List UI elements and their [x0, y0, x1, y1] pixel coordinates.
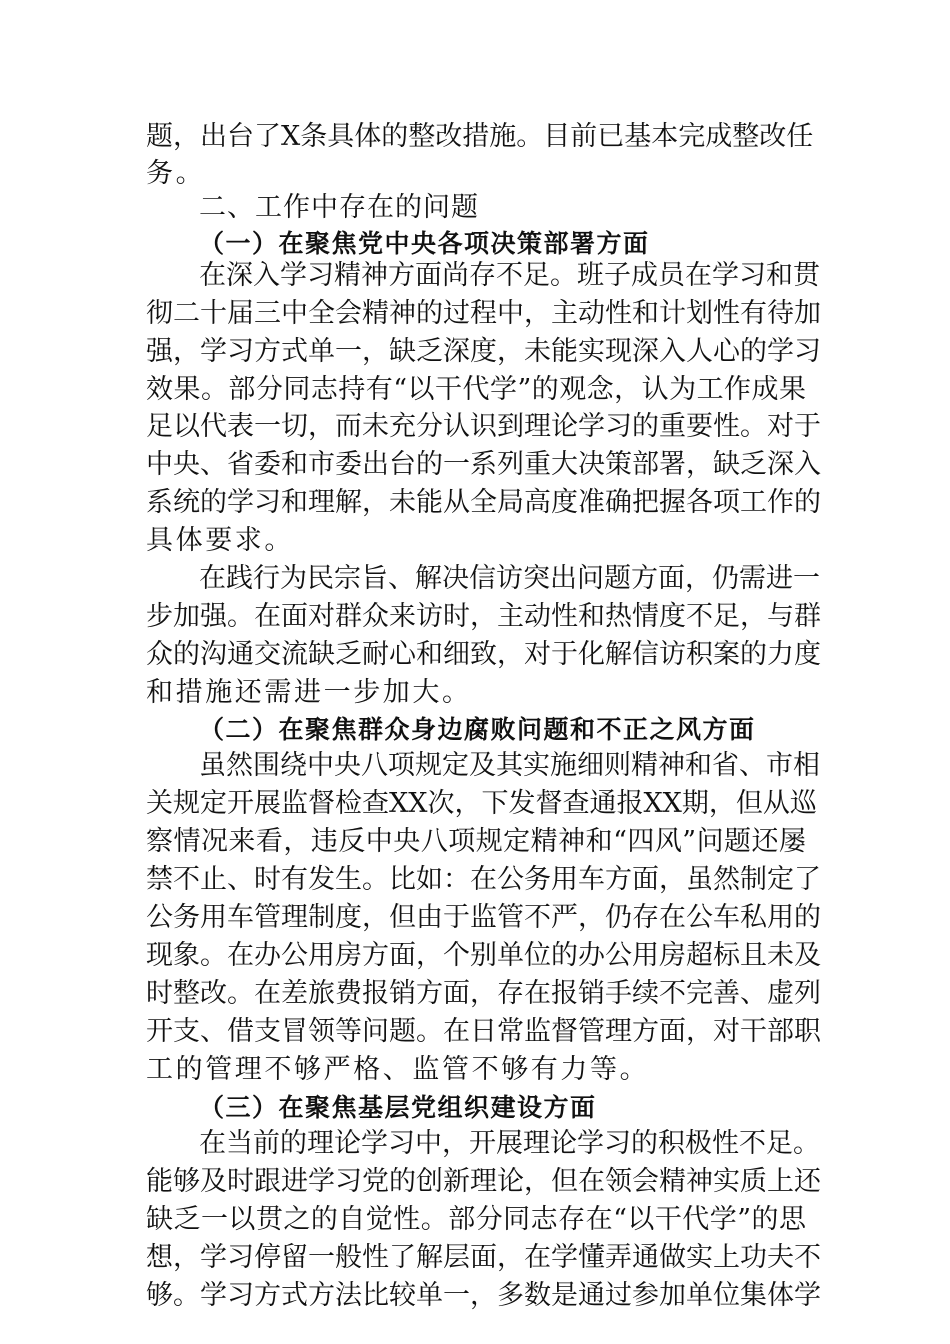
paragraph-line: 题，出台了X条具体的整改措施。目前已基本完成整改任: [146, 121, 814, 152]
paragraph-line: 务。: [146, 158, 206, 189]
paragraph-line: 在践行为民宗旨、解决信访突出问题方面，仍需进一: [199, 563, 820, 594]
paragraph-line: 系统的学习和理解，未能从全局高度准确把握各项工作的: [146, 487, 821, 518]
paragraph-line: 想，学习停留一般性了解层面，在学懂弄通做实上功夫不: [146, 1242, 821, 1273]
paragraph-line: 在当前的理论学习中，开展理论学习的积极性不足。: [199, 1128, 820, 1159]
paragraph-line: 开支、借支冒领等问题。在日常监督管理方面，对干部职: [146, 1016, 821, 1047]
paragraph-line: 缺乏一以贯之的自觉性。部分同志存在“以干代学”的思: [146, 1204, 806, 1235]
subsection-heading: （一）在聚焦党中央各项决策部署方面: [199, 229, 650, 258]
paragraph-line: 现象。在办公用房方面，个别单位的办公用房超标且未及: [146, 940, 821, 971]
paragraph-line: 中央、省委和市委出台的一系列重大决策部署，缺乏深入: [146, 449, 821, 480]
paragraph-line: 众的沟通交流缺乏耐心和细致，对于化解信访积案的力度: [146, 639, 821, 670]
paragraph-line: 工的管理不够严格、监管不够有力等。: [146, 1054, 650, 1085]
paragraph-line: 能够及时跟进学习党的创新理论，但在领会精神实质上还: [146, 1166, 821, 1197]
paragraph-line: 察情况来看，违反中央八项规定精神和“四风”问题还屡: [146, 826, 806, 857]
paragraph-line: 强，学习方式单一，缺乏深度，未能实现深入人心的学习: [146, 336, 821, 367]
paragraph-line: 时整改。在差旅费报销方面，存在报销手续不完善、虚列: [146, 978, 821, 1009]
paragraph-line: 在深入学习精神方面尚存不足。班子成员在学习和贯: [199, 260, 820, 291]
subsection-heading: （二）在聚焦群众身边腐败问题和不正之风方面: [199, 715, 756, 744]
paragraph-line: 效果。部分同志持有“以干代学”的观念，认为工作成果: [146, 374, 806, 405]
section-heading: 二、工作中存在的问题: [199, 192, 479, 223]
paragraph-line: 足以代表一切，而未充分认识到理论学习的重要性。对于: [146, 411, 821, 442]
paragraph-line: 关规定开展监督检查XX次，下发督查通报XX期，但从巡: [146, 788, 817, 819]
paragraph-line: 步加强。在面对群众来访时，主动性和热情度不足，与群: [146, 601, 821, 632]
paragraph-line: 虽然围绕中央八项规定及其实施细则精神和省、市相: [199, 750, 820, 781]
paragraph-line: 和措施还需进一步加大。: [146, 677, 472, 708]
subsection-heading: （三）在聚焦基层党组织建设方面: [199, 1093, 597, 1122]
paragraph-line: 公务用车管理制度，但由于监管不严，仍存在公车私用的: [146, 902, 821, 933]
paragraph-line: 够。学习方式方法比较单一，多数是通过参加单位集体学: [146, 1280, 821, 1311]
paragraph-line: 彻二十届三中全会精神的过程中，主动性和计划性有待加: [146, 298, 821, 329]
paragraph-line: 具体要求。: [146, 525, 294, 556]
paragraph-line: 禁不止、时有发生。比如：在公务用车方面，虽然制定了: [146, 864, 821, 895]
